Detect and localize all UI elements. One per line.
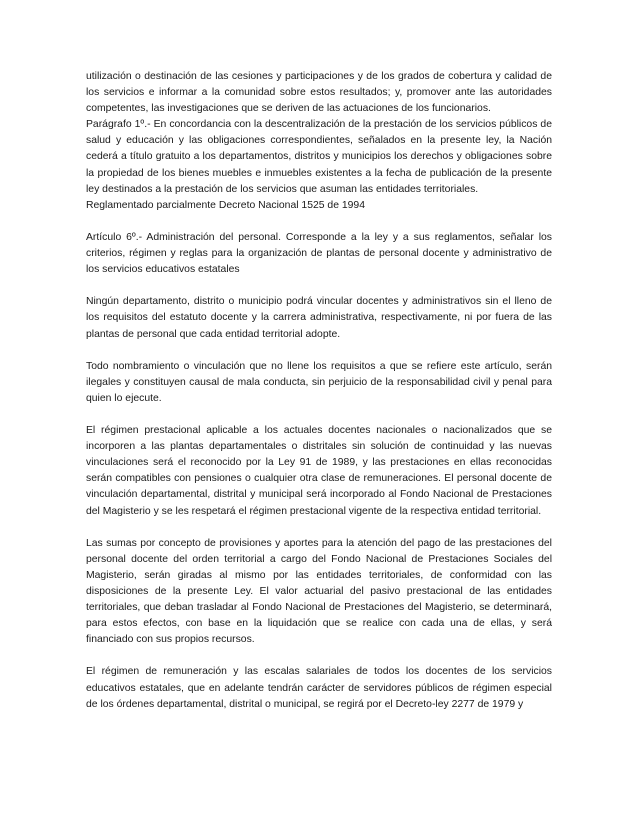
paragraph-3: Todo nombramiento o vinculación que no llene los requisitos a que se refiere este artículo, serán ilegales y constituyen causal de mala conducta, sin perjuicio de la responsabilidad civil y penal para quien lo ejecute.	[86, 360, 552, 404]
paragraph-5: Las sumas por concepto de provisiones y aportes para la atención del pago de las prestaciones del personal docente del orden territorial a cargo del Fondo Nacional de Prestaciones Sociales del Magisterio, serán giradas al mismo por las entidades territoriales, de conformidad con las disposiciones de la presente Ley. El valor actuarial del pasivo prestacional de las entidades territoriales, que deban trasladar al Fondo Nacional de Prestaciones del Magisterio, se determinará, para estos efectos, con base en la liquidación que se realice con cada una de ellas, y será financiado con sus propios recursos.	[86, 537, 552, 646]
paragraph-articulo-6: Artículo 6º.- Administración del personal. Corresponde a la ley y a sus reglamentos, señalar los criterios, régimen y reglas para la organización de plantas de personal docente y administrativo de los servicios educativos estatales	[86, 231, 552, 276]
paragrafo-1: Parágrafo 1º.- En concordancia con la descentralización de la prestación de los servicios públicos de salud y educación y las obligaciones correspondientes, señalados en la presente ley, la Nación cederá a título gratuito a los departamentos, distritos y municipios los derechos y obligaciones sobre la propiedad de los bienes muebles e inmuebles existentes a la fecha de publicación de la presente ley destinados a la prestación de los servicios que asuman las entidades territoriales.	[86, 119, 552, 195]
paragraph-2: Ningún departamento, distrito o municipio podrá vincular docentes y administrativos sin el lleno de los requisitos del estatuto docente y la carrera administrativa, respectivamente, ni por fuera de las plantas de personal que cada entidad territorial adopte.	[86, 296, 552, 340]
paragraph-continuation: utilización o destinación de las cesiones y participaciones y de los grados de cobertura y calidad de los servicios e informar a la comunidad sobre estos resultados; y, promover ante las autoridades competentes, las investigaciones que se deriven de las actuaciones de los funcionarios.	[86, 71, 552, 115]
paragraph-4: El régimen prestacional aplicable a los actuales docentes nacionales o nacionalizados que se incorporen a las plantas departamentales o distritales sin solución de continuidad y las nuevas vinculaciones será el reconocido por la Ley 91 de 1989, y las prestaciones en ellas reconocidas serán compatibles con pensiones o cualquier otra clase de remuneraciones. El personal docente de vinculación departamental, distrital y municipal será incorporado al Fondo Nacional de Prestaciones del Magisterio y se les respetará el régimen prestacional vigente de la respectiva entidad territorial.	[86, 425, 552, 517]
paragraph-block-1	[86, 69, 552, 214]
reglamentado-note: Reglamentado parcialmente Decreto Nacional 1525 de 1994	[86, 199, 365, 211]
paragraph-6: El régimen de remuneración y las escalas salariales de todos los docentes de los servicios educativos estatales, que en adelante tendrán carácter de servidores públicos de régimen especial de los órdenes departamental, distrital o municipal, se regirá por el Decreto-ley 2277 de 1979 y	[86, 666, 552, 710]
